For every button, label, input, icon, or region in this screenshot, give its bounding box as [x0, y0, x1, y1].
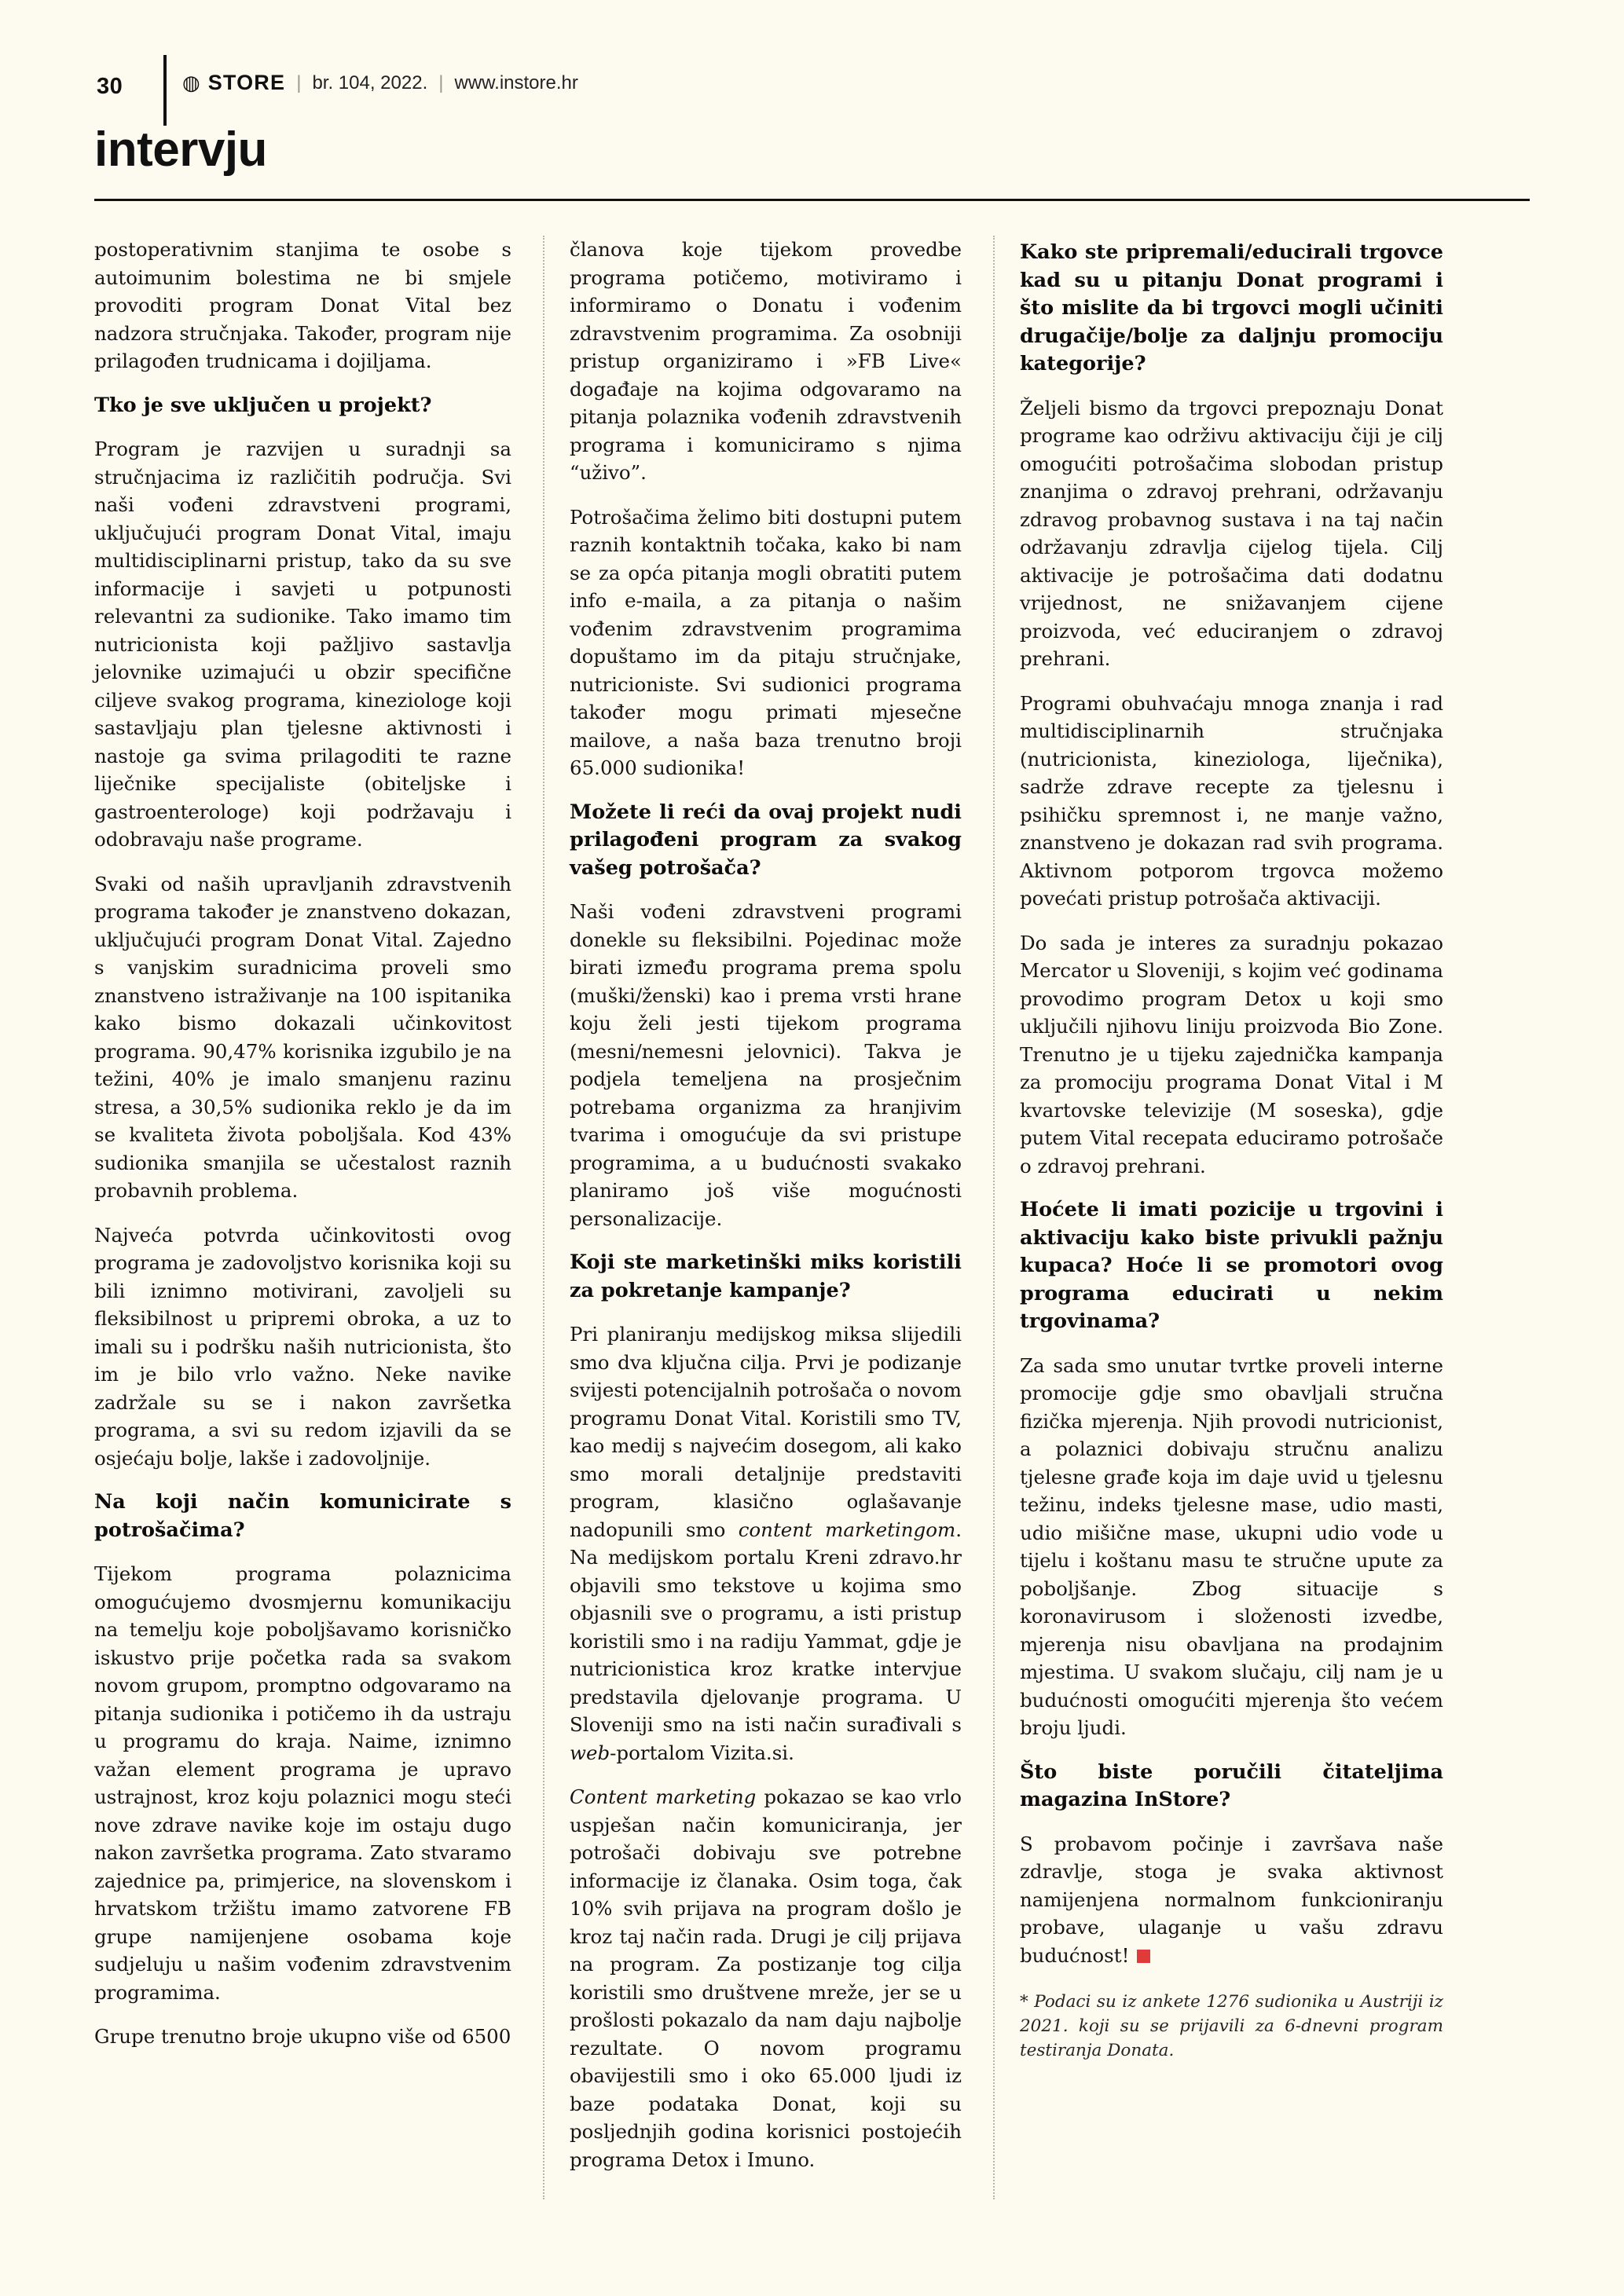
header-vertical-rule	[163, 55, 167, 126]
page-header	[0, 55, 1624, 196]
paragraph-final: S probavom počinje i završava naše zdravlje, stoga je svaka aktivnost namijenjena normalnom funkcioniranju probave, ulaganje u vašu zdravu budućnost!	[1020, 1832, 1443, 1967]
masthead-divider-2: |	[438, 71, 444, 93]
paragraph: Programi obuhvaćaju mnoga znanja i rad multidisciplinarnih stručnjaka (nutricionista, kineziologa, liječnika), sadrže zdrave recepte za tjelesnu i psihičku spremnost i, ne manje važno, znanstveno je dokazan rad svih programa. Aktivnom potporom trgovca možemo povećati pristup potrošača aktivaciji.	[1020, 691, 1443, 910]
interview-question: Hoćete li imati pozicije u trgovini i aktivaciju kako biste privukli pažnju kupaca? Hoće li se promotori ovog programa educirati u nekim trgovinama?	[1020, 1198, 1443, 1333]
instore-logo-icon: ◍	[182, 70, 200, 94]
interview-question: Što biste poručili čitateljima magazina InStore?	[1020, 1760, 1443, 1811]
interview-question: Kako ste pripremali/educirali trgovce kad su u pitanju Donat programi i što mislite da bi trgovci mogli učiniti drugačije/bolje za daljnju promociju kategorije?	[1020, 240, 1443, 375]
paragraph: Naši vođeni zdravstveni programi donekle su fleksibilni. Pojedinac može birati između programa prema spolu (muški/ženski) kao i prema vrsti hrane koju želi jesti tijekom programa (mesni/nemesni jelovnici). Takva je podjela temeljena na prosječnim potrebama organizma za hranjivim tvarima i omogućuje da svi pristupe programima, a u budućnosti svakako planiramo još više mogućnosti personalizacije.	[570, 900, 962, 1230]
paragraph: Content marketing pokazao se kao vrlo uspješan način komuniciranja, jer potrošači dobivaju sve potrebne informacije iz članaka. Osim toga, čak 10% svih prijava na program došlo je kroz taj način rada. Drugi je cilj prijava na program. Za postizanje tog cilja koristili smo društvene mreže, jer se u prošlosti pokazalo da nam daju najbolje rezultate. O novom programu obavijestili smo i oko 65.000 ljudi iz baze podataka Donat, koji su posljednjih godina korisnici postojećih programa Detox i Imuno.	[570, 1785, 962, 2171]
paragraph: Za sada smo unutar tvrtke proveli interne promocije gdje smo obavljali stručna fizička mjerenja. Njih provodi nutricionist, a polaznici dobivaju stručnu analizu tjelesne građe koja im daje uvid u tjelesnu težinu, indeks tjelesne mase, udio masti, udio mišične mase, ukupni udio vode u tijelu i koštanu masu te stručne upute za poboljšanje. Zbog situacije s koronavirusom i složenosti izvedbe, mjerenja nisu obavljana na prodajnim mjestima. U svakom slučaju, cilj nam je u budućnosti omogućiti mjerenja što većem broju ljudi.	[1020, 1353, 1443, 1739]
interview-question: Tko je sve uključen u projekt?	[94, 393, 432, 417]
masthead	[182, 71, 578, 95]
paragraph: Najveća potvrda učinkovitosti ovog programa je zadovoljstvo korisnika koji su bili iznimno motivirani, zavoljeli su fleksibilnost u pripremi obroka, a uz to imali su i podršku naših nutricionista, što im je bilo vrlo važno. Neke navike zadržale su se i nakon završetka programa, a svi su redom izjavili da se osjećaju bolje, lakše i zadovoljnije.	[94, 1223, 511, 1470]
paragraph: Do sada je interes za suradnju pokazao Mercator u Sloveniji, s kojim već godinama provodimo program Detox u koji smo uključili njihovu liniju proizvoda Bio Zone. Trenutno je u tijeku zajednička kampanja za promociju programa Donat Vital i M kvartovske televizije (M soseska), gdje putem Vital recepata educiramo potrošače o zdravoj prehrani.	[1020, 931, 1443, 1177]
paragraph: Program je razvijen u suradnji sa stručnjacima iz različitih područja. Svi naši vođeni zdravstveni programi, uključujući program Donat Vital, imaju multidisciplinarni pristup, tako da su sve informacije i savjeti u potpunosti relevantni za sudionike. Tako imamo tim nutricionista koji pažljivo sastavlja jelovnike uzimajući u obzir specifične ciljeve svakog programa, kineziologe koji sastavljaju plan tjelesne aktivnosti i nastoje ga svima prilagoditi te razne liječnike specijaliste (obiteljske i gastroenterologe) koji podržavaju i odobravaju naše programe.	[94, 438, 511, 851]
column-2	[544, 236, 993, 2231]
page-title: intervju	[94, 123, 267, 177]
interview-question: Možete li reći da ovaj projekt nudi prilagođeni program za svakog vašeg potrošača?	[570, 800, 962, 880]
paragraph: Tijekom programa polaznicima omogućujemo dvosmjernu komunikaciju na temelju koje poboljšavamo korisničko iskustvo prije početka rada sa svakom novom grupom, promptno odgovaramo na pitanja sudionika i potičemo ih da ustraju u programu do kraja. Naime, iznimno važan element programa je upravo ustrajnost, kroz koju polaznici mogu steći nove zdrave navike koje im ostaju dugo nakon završetka programa. Zato stvaramo zajednice pa, primjerice, na slovenskom i hrvatskom tržištu imamo zatvorene FB grupe namijenjene osobama koje sudjeluju u našim vođenim zdravstvenim programima.	[94, 1562, 511, 2004]
paragraph: Pri planiranju medijskog miksa slijedili smo dva ključna cilja. Prvi je podizanje svijesti potencijalnih potrošača o novom programu Donat Vital. Koristili smo TV, kao medij s najvećim dosegom, ali kako smo morali detaljnije predstaviti program, klasično oglašavanje nadopunili smo content marketingom. Na medijskom portalu Kreni zdravo.hr objavili smo tekstove u kojima smo objasnili sve o programu, a isti pristup koristili smo i na radiju Yammat, gdje je nutricionistica kroz kratke intervjue predstavila djelovanje programa. U Sloveniji smo na isti način surađivali s web-portalom Vizita.si.	[570, 1323, 962, 1764]
article-body	[94, 236, 1530, 2231]
masthead-website: www.instore.hr	[454, 71, 578, 93]
paragraph: postoperativnim stanjima te osobe s autoimunim bolestima ne bi smjele provoditi program Donat Vital bez nadzora stručnjaka. Također, program nije prilagođen trudnicama i dojiljama.	[94, 238, 511, 372]
column-3	[995, 236, 1443, 2231]
article-end-mark	[1137, 1950, 1150, 1963]
header-divider	[94, 199, 1530, 201]
paragraph: Željeli bismo da trgovci prepoznaju Donat programe kao održivu aktivaciju čiji je cilj omogućiti potrošačima slobodan pristup znanjima o zdravoj prehrani, održavanju zdravog probavnog sustava i na taj način održavanju zdravlja cijelog tijela. Cilj aktivacije je potrošačima dati dodatnu vrijednost, ne snižavanjem cijene proizvoda, već educiranjem o zdravoj prehrani.	[1020, 396, 1443, 670]
page-number: 30	[97, 74, 123, 99]
footnote: * Podaci su iz ankete 1276 sudionika u Austriji iz 2021. koji su se prijavili za 6-dnevni program testiranja Donata.	[1020, 1992, 1443, 2060]
paragraph: Grupe trenutno broje ukupno više od 6500	[94, 2025, 511, 2048]
paragraph: Svaki od naših upravljanih zdravstvenih programa također je znanstveno dokazan, uključujući program Donat Vital. Zajedno s vanjskim suradnicima proveli smo znanstveno istraživanje na 100 ispitanika kako bismo dokazali učinkovitost programa. 90,47% korisnika izgubilo je na težini, 40% je imalo smanjenu razinu stresa, a 30,5% sudionika reklo je da im se kvaliteta života poboljšala. Kod 43% sudionika smanjila se učestalost raznih probavnih problema.	[94, 872, 511, 1202]
paragraph: Potrošačima želimo biti dostupni putem raznih kontaktnih točaka, kako bi nam se za opća pitanja mogli obratiti putem info e-maila, a za pitanja o našim vođenim zdravstvenim programima dopuštamo im da pitaju stručnjake, nutricioniste. Svi sudionici programa također mogu primati mjesečne mailove, a naša baza trenutno broji 65.000 sudionika!	[570, 505, 962, 779]
paragraph: članova koje tijekom provedbe programa potičemo, motiviramo i informiramo o Donatu i vođenim zdravstvenim programima. Za osobniji pristup organiziramo i »FB Live« događaje na kojima odgovaramo na pitanja polaznika vođenih zdravstvenih programa i komuniciramo s njima “uživo”.	[570, 238, 962, 484]
column-1	[94, 236, 543, 2231]
interview-question: Na koji način komunicirate s potrošačima?	[94, 1490, 511, 1542]
masthead-issue: br. 104, 2022.	[312, 71, 428, 93]
masthead-divider-1: |	[296, 71, 302, 93]
masthead-logo-text: STORE	[207, 71, 286, 94]
interview-question: Koji ste marketinški miks koristili za pokretanje kampanje?	[570, 1251, 962, 1302]
